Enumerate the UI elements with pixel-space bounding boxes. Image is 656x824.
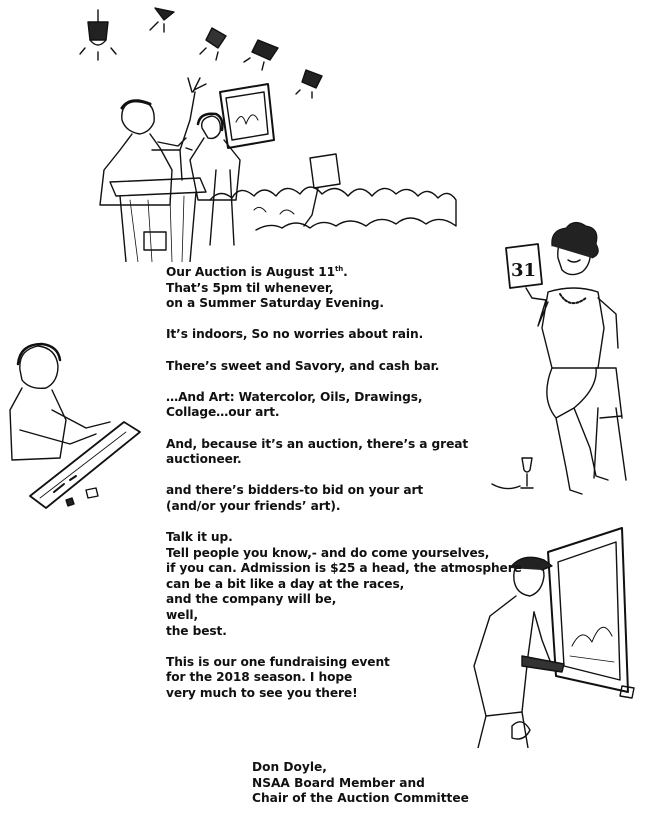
lamp-icon [244, 40, 278, 70]
assistant-figure [190, 114, 240, 245]
food-text: There’s sweet and Savory, and cash bar. [166, 358, 440, 373]
signature-role-2: Chair of the Auction Committee [252, 791, 469, 806]
auctioneer-line-1: And, because it’s an auction, there’s a great [166, 436, 469, 451]
art-line-1: …And Art: Watercolor, Oils, Drawings, [166, 389, 423, 404]
paragraph-fundraising [166, 655, 526, 702]
auctioneer-figure [100, 78, 206, 205]
paragraph-food [166, 359, 526, 375]
art-line-2: Collage…our art. [166, 405, 280, 420]
evening-text: on a Summer Saturday Evening. [166, 296, 384, 311]
letter-body [166, 262, 526, 702]
auctioneer-line-2: auctioneer. [166, 452, 242, 467]
talk-line-4: can be a bit like a day at the races, [166, 576, 405, 591]
talk-line-2: Tell people you know,- and do come yourselves, [166, 545, 490, 560]
paragraph-auctioneer [166, 437, 526, 468]
talk-line-1: Talk it up. [166, 530, 233, 545]
talk-line-7: the best. [166, 623, 227, 638]
signature-role-1: NSAA Board Member and [252, 775, 425, 790]
bid-card-number: 31 [511, 260, 537, 281]
talk-line-5: and the company will be, [166, 592, 337, 607]
date-text: Our Auction is August 11 [166, 265, 335, 279]
signature-name: Don Doyle, [252, 760, 327, 774]
date-punct: . [343, 265, 348, 279]
lamp-icon [150, 8, 174, 32]
bid-card-raised [304, 154, 340, 226]
paragraph-indoors [166, 327, 526, 343]
lamp-icon [296, 70, 322, 98]
fundraising-line-1: This is our one fundraising event [166, 654, 390, 669]
fundraising-line-3: very much to see you there! [166, 686, 358, 701]
time-text: That’s 5pm til whenever, [166, 280, 334, 295]
indoors-text: It’s indoors, So no worries about rain. [166, 327, 424, 342]
bidders-line-1: and there’s bidders-to bid on your art [166, 483, 424, 498]
lamp-icon [80, 10, 116, 60]
auctioneer-sketch [60, 0, 460, 262]
talk-line-3: if you can. Admission is $25 a head, the atmosphere [166, 561, 522, 576]
crowd [210, 187, 456, 230]
paragraph-talk [166, 530, 526, 639]
fundraising-line-2: for the 2018 season. I hope [166, 670, 353, 685]
drawing-board [30, 422, 140, 508]
talk-line-6: well, [166, 608, 199, 623]
bidders-line-2: (and/or your friends’ art). [166, 498, 341, 513]
painting-frame [220, 84, 274, 148]
paragraph-bidders [166, 483, 526, 514]
signature-block [252, 760, 469, 807]
paragraph-art [166, 390, 526, 421]
paragraph-date [166, 262, 526, 312]
artist-sketch [0, 340, 146, 524]
lamp-icon [200, 28, 226, 60]
date-suffix: th [335, 265, 344, 273]
